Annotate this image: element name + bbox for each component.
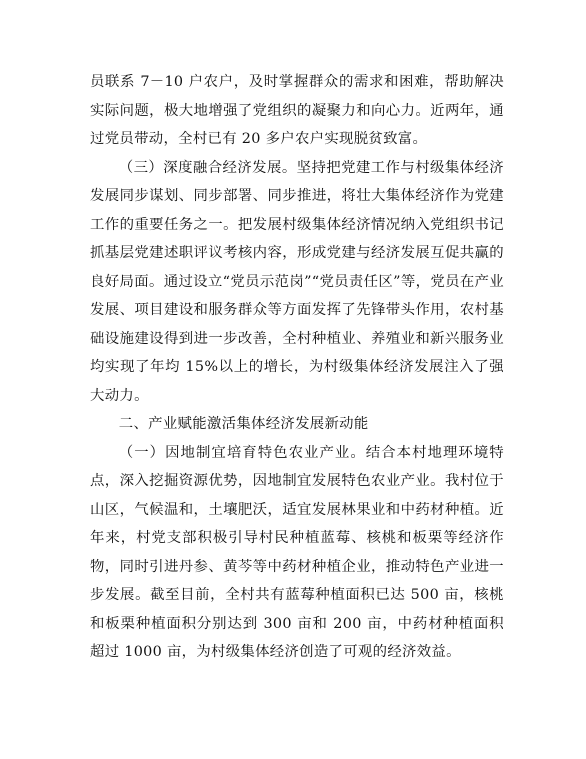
paragraph-continuation: 员联系 7－10 户农户，及时掌握群众的需求和困难，帮助解决实际问题，极大地增强了党组织的凝聚力和向心力。近两年，通过党员带动，全村已有 20 多户农户实现脱贫致富。 — [90, 74, 504, 147]
section-heading: 二、产业赋能激活集体经济发展新动能 — [118, 416, 369, 432]
paragraph-specialty-agriculture: （一）因地制宜培育特色农业产业。结合本村地理环境特点，深入挖掘资源优势，因地制宜发展特色农业产业。我村位于山区，气候温和，土壤肥沃，适宜发展林果业和中药材种植。近年来，村党支部积极引导村民种植蓝莓、核桃和板栗等经济作物，同时引进丹参、黄芩等中药材种植企业，推动特色产业进一步发展。截至目前，全村共有蓝莓种植面积已达 500 亩，核桃和板栗种植面积分别达到 300 亩和 200 亩，中药材种植面积超过 1000 亩，为村级集体经济创造了可观的经济效益。 — [90, 444, 504, 660]
paragraph-economic-integration: （三）深度融合经济发展。坚持把党建工作与村级集体经济发展同步谋划、同步部署、同步推进，将壮大集体经济作为党建工作的重要任务之一。把发展村级集体经济情况纳入党组织书记抓基层党建述职评议考核内容，形成党建与经济发展互促共赢的良好局面。通过设立“党员示范岗”“党员责任区”等，党员在产业发展、项目建设和服务群众等方面发挥了先锋带头作用，农村基础设施建设得到进一步改善，全村种植业、养殖业和新兴服务业均实现了年均 15%以上的增长，为村级集体经济发展注入了强大动力。 — [90, 159, 504, 404]
